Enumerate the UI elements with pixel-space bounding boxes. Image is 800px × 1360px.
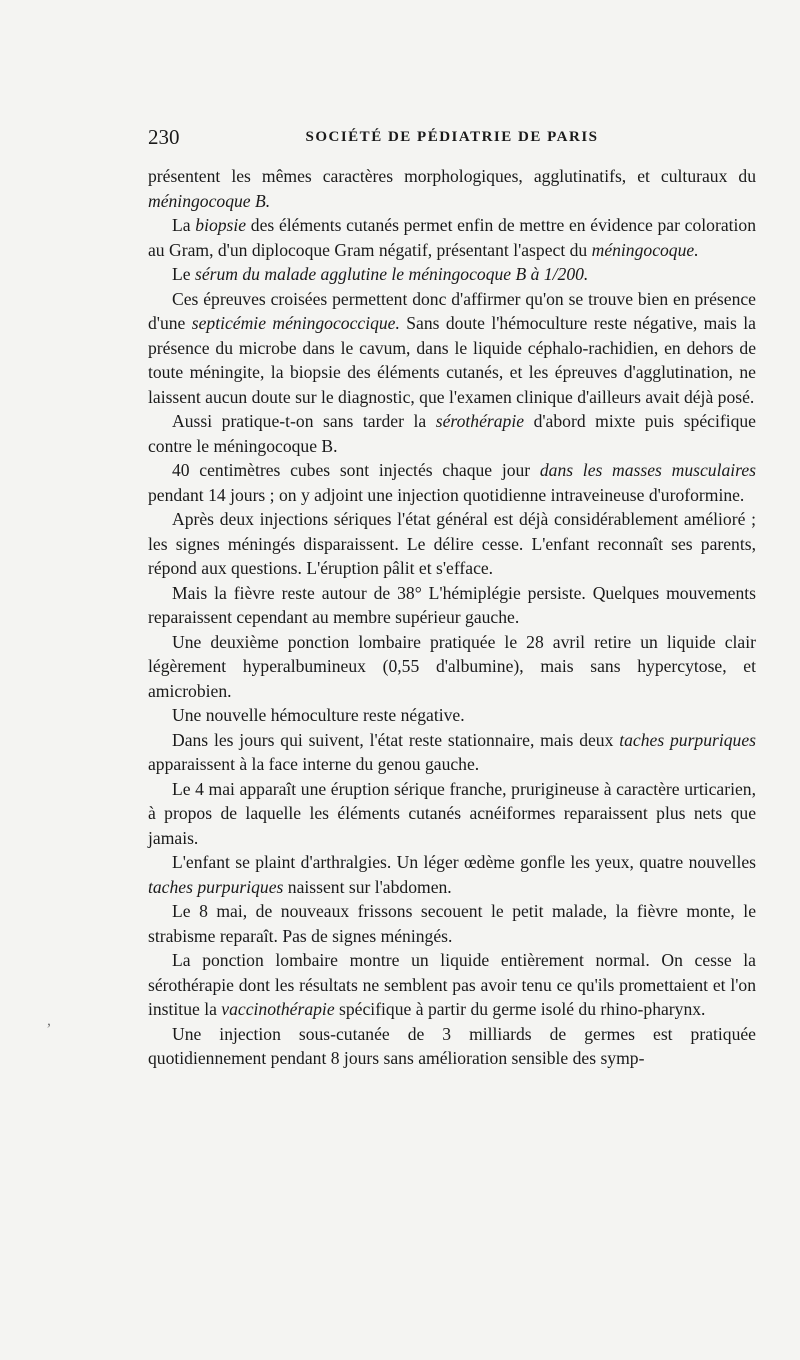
paragraph: [148, 948, 756, 1022]
paragraph: [148, 287, 756, 410]
paragraph: [148, 703, 756, 728]
paragraph: [148, 1022, 756, 1071]
margin-mark: ,: [47, 1012, 51, 1029]
text-run: Le 8 mai, de nouveaux frissons secouent le petit malade, la fièvre monte, le strabisme reparaît. Pas de signes méningés.: [148, 901, 756, 946]
italic-text: sérothérapie: [435, 411, 525, 431]
text-run: Mais la fièvre reste autour de 38° L'hémiplégie persiste. Quelques mouvements reparaissent cependant au membre supérieur gauche.: [148, 582, 756, 627]
paragraph: [148, 777, 756, 851]
page-number: 230: [148, 125, 180, 149]
paragraph: [148, 581, 756, 630]
text-run: Dans les jours qui suivent, l'état reste stationnaire, mais deux: [172, 729, 620, 750]
paragraph: [148, 850, 756, 899]
text-run: naissent sur l'abdomen.: [283, 876, 452, 897]
text-run: pendant 14 jours ; on y adjoint une injection quotidienne intraveineuse d'uroformine.: [148, 484, 745, 505]
running-head: SOCIÉTÉ DE PÉDIATRIE DE PARIS: [305, 129, 599, 145]
italic-text: méningocoque.: [591, 239, 699, 260]
paragraph: [148, 899, 756, 948]
page-header: [148, 125, 756, 155]
text-run: des éléments cutanés permet enfin de mettre en évidence par coloration au Gram, d'un diplocoque Gram négatif, présentant l'aspect du: [148, 215, 756, 260]
text-run: Une injection sous-cutanée de 3 milliards de germes est pratiquée quotidiennement pendant 8 jours sans amélioration sensible des symp-: [148, 1023, 756, 1068]
paragraph: [148, 630, 756, 704]
text-run: La: [172, 215, 196, 235]
italic-text: septicémie méningococcique.: [191, 313, 400, 333]
text-run: présentent les mêmes caractères morphologiques, agglutinatifs, et culturaux du: [148, 166, 756, 186]
text-run: La ponction lombaire montre un liquide entièrement normal. On cesse la sérothérapie dont les résultats ne semblent pas avoir tenu ce qu'ils promettaient et l'on institue la: [148, 950, 756, 1019]
paragraph: [148, 213, 756, 262]
text-run: Ces épreuves croisées permettent donc d'affirmer qu'on se trouve bien en présence d'une: [148, 288, 756, 333]
italic-text: méningocoque B.: [148, 190, 271, 211]
text-run: 40 centimètres cubes sont injectés chaque jour: [172, 460, 540, 480]
italic-text: taches purpuriques: [619, 729, 756, 750]
italic-text: sérum du malade agglutine le méningocoque B à 1/200.: [194, 264, 589, 284]
italic-text: taches purpuriques: [148, 876, 284, 897]
paragraph: [148, 507, 756, 581]
paragraph: [148, 262, 756, 287]
italic-text: vaccinothérapie: [221, 999, 335, 1019]
paragraph: [148, 164, 756, 213]
text-run: Une nouvelle hémoculture reste négative.: [172, 705, 465, 725]
text-run: Aussi pratique-t-on sans tarder la: [172, 411, 436, 431]
italic-text: dans les masses musculaires: [539, 460, 756, 480]
text-run: Le: [172, 264, 195, 284]
italic-text: biopsie: [195, 215, 247, 235]
text-run: L'enfant se plaint d'arthralgies. Un léger œdème gonfle les yeux, quatre nouvelles: [172, 852, 756, 872]
paragraph: [148, 409, 756, 458]
text-run: Une deuxième ponction lombaire pratiquée le 28 avril retire un liquide clair légèrement hyperalbumineux (0,55 d'albumine), mais sans hypercytose, et amicrobien.: [148, 631, 756, 701]
text-run: spécifique à partir du germe isolé du rhino-pharynx.: [334, 999, 706, 1019]
body-text: [148, 164, 756, 1071]
text-run: apparaissent à la face interne du genou gauche.: [148, 754, 480, 774]
text-run: Sans doute l'hémoculture reste négative, mais la présence du microbe dans le cavum, dans le liquide céphalo-rachidien, en dehors de toute méningite, la biopsie des éléments cutanés, et les épreuves d'agglutination, ne laissent aucun doute sur le diagnostic, que l'examen clinique d'ailleurs avait déjà posé.: [148, 313, 756, 407]
text-run: d'abord mixte puis spécifique contre le méningocoque B.: [148, 411, 756, 456]
text-run: Le 4 mai apparaît une éruption sérique franche, prurigineuse à caractère urticarien, à propos de laquelle les éléments cutanés acnéiformes reparaissent plus nets que jamais.: [148, 778, 756, 848]
paragraph: [148, 458, 756, 507]
text-run: Après deux injections sériques l'état général est déjà considérablement amélioré ; les signes méningés disparaissent. Le délire cesse. L'enfant reconnaît ses parents, répond aux questions. L'éruption pâlit et s'efface.: [148, 509, 756, 578]
paragraph: [148, 728, 756, 777]
